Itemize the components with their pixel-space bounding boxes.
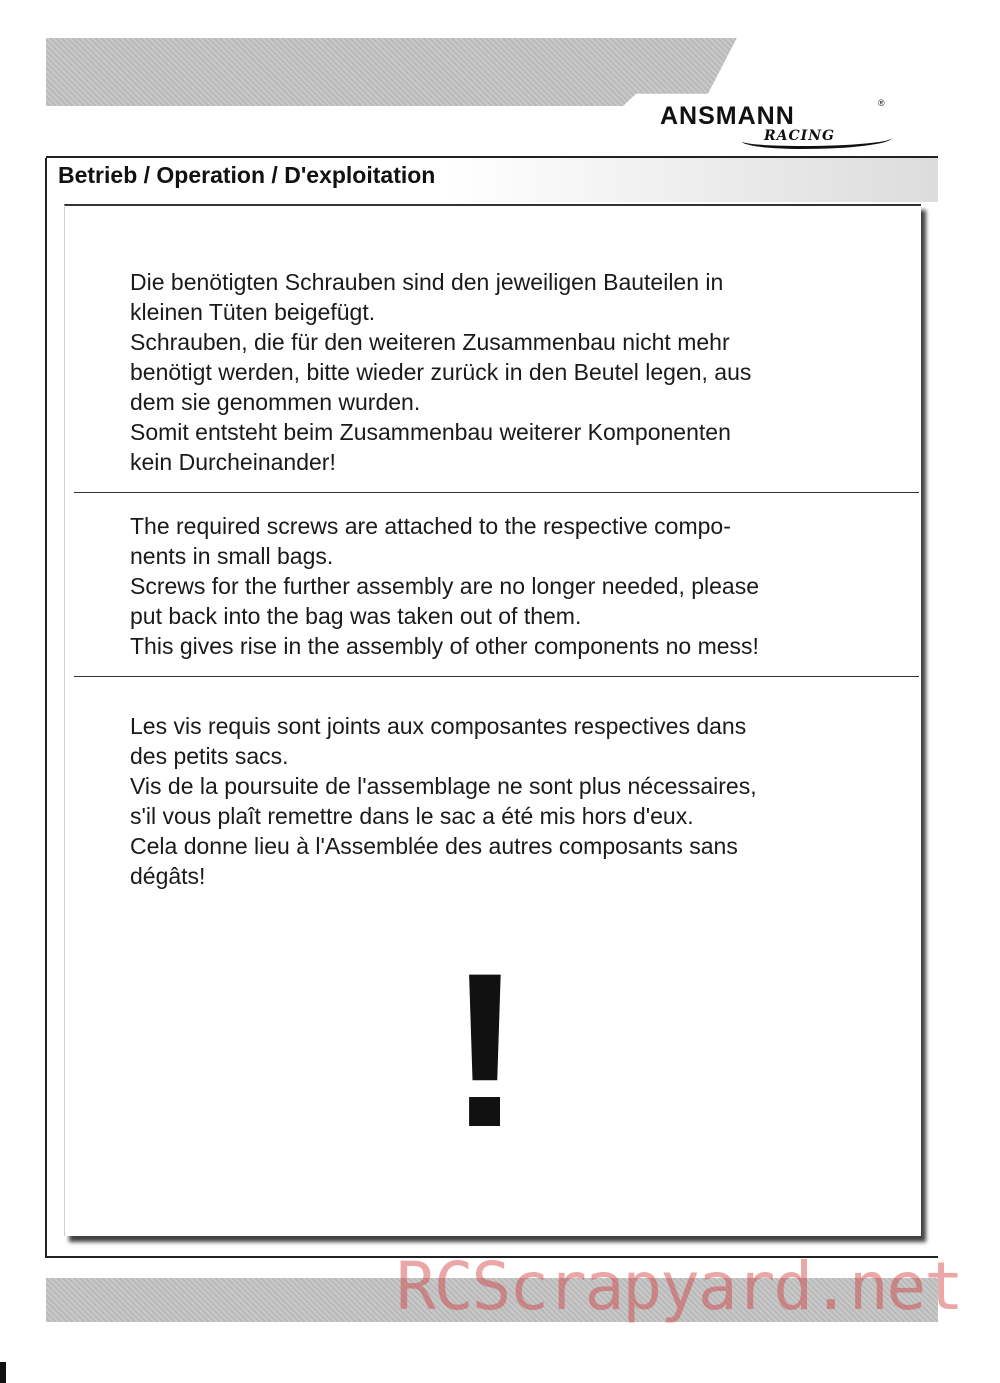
logo-wordmark: ANSMANN xyxy=(660,102,795,130)
text-line: kein Durcheinander! xyxy=(130,449,336,475)
text-line: dégâts! xyxy=(130,863,206,889)
text-line: nents in small bags. xyxy=(130,543,334,569)
separator-line xyxy=(74,676,919,677)
warning-exclamation-icon: ! xyxy=(448,927,522,1173)
text-line: Die benötigten Schrauben sind den jeweiligen Bauteilen in xyxy=(130,269,724,295)
text-line: Somit entsteht beim Zusammenbau weiterer Komponenten xyxy=(130,419,731,445)
text-block-french xyxy=(130,711,850,891)
text-line: This gives rise in the assembly of other components no mess! xyxy=(130,633,759,659)
text-line: Schrauben, die für den weiteren Zusammenbau nicht mehr xyxy=(130,329,730,355)
text-line: Les vis requis sont joints aux composantes respectives dans xyxy=(130,713,747,739)
text-line: put back into the bag was taken out of them. xyxy=(130,603,582,629)
registered-mark: ® xyxy=(878,98,885,108)
ansmann-racing-logo xyxy=(652,98,888,154)
section-title: Betrieb / Operation / D'exploitation xyxy=(58,162,436,188)
text-block-english xyxy=(130,511,850,661)
text-block-german xyxy=(130,267,850,477)
text-line: s'il vous plaît remettre dans le sac a été mis hors d'eux. xyxy=(130,803,694,829)
text-line: Screws for the further assembly are no longer needed, please xyxy=(130,573,760,599)
text-line: benötigt werden, bitte wieder zurück in den Beutel legen, aus xyxy=(130,359,752,385)
logo-racing-text: RACING xyxy=(764,128,835,144)
text-line: kleinen Tüten beigefügt. xyxy=(130,299,376,325)
frame-left-border xyxy=(45,158,47,1258)
scan-edge-mark xyxy=(0,1362,6,1383)
text-line: des petits sacs. xyxy=(130,743,289,769)
text-line: dem sie genommen wurden. xyxy=(130,389,421,415)
text-line: The required screws are attached to the respective compo- xyxy=(130,513,731,539)
text-line: Cela donne lieu à l'Assemblée des autres composants sans xyxy=(130,833,738,859)
watermark-text: RCScrapyard.net xyxy=(396,1248,963,1325)
text-line: Vis de la poursuite de l'assemblage ne sont plus nécessaires, xyxy=(130,773,757,799)
separator-line xyxy=(74,492,919,493)
